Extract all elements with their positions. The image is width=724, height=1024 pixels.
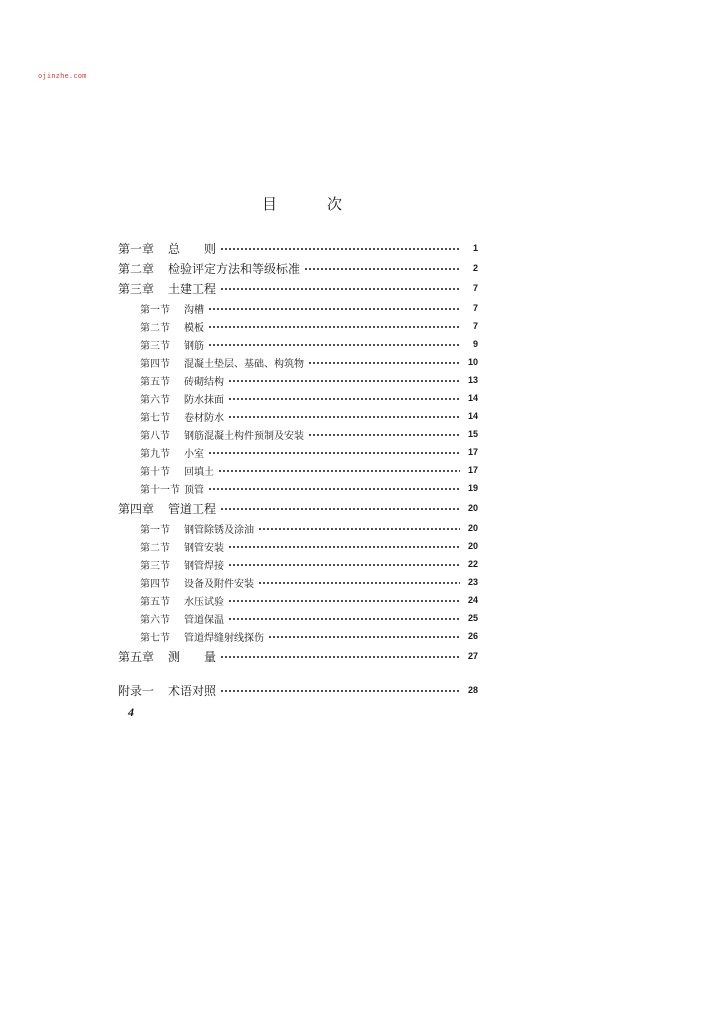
toc-entry-label <box>118 373 224 388</box>
watermark-text: ojinzhe.com <box>38 72 87 80</box>
toc-entry-label <box>118 240 216 257</box>
toc-entry-page: 19 <box>467 483 478 493</box>
toc-entry-page: 2 <box>472 263 478 273</box>
toc-entry-page: 14 <box>467 411 478 421</box>
toc-entry-number: 附录一 <box>118 683 155 698</box>
toc-entry-label <box>118 445 204 460</box>
toc-entry-title: 钢管焊接 <box>184 560 224 572</box>
toc-entry-number: 第七节 <box>140 412 170 424</box>
toc-entry-title: 钢筋混凝土构件预制及安装 <box>184 430 304 442</box>
dot-leader <box>228 564 460 566</box>
toc-chapter-entry <box>118 260 478 276</box>
dot-leader <box>220 656 460 658</box>
toc-entry-page: 23 <box>467 577 478 587</box>
toc-section-entry <box>118 318 478 334</box>
toc-section-entry <box>118 610 478 626</box>
toc-section-entry <box>118 628 478 644</box>
toc-entry-number: 第五节 <box>140 376 170 388</box>
toc-section-entry <box>118 592 478 608</box>
toc-title-char-2: 次 <box>326 195 342 213</box>
toc-entry-title: 测 量 <box>168 649 217 664</box>
toc-entry-label <box>118 611 224 626</box>
toc-entry-title: 设备及附件安装 <box>184 578 254 590</box>
toc-entry-number: 第二章 <box>118 261 155 276</box>
toc-entry-page: 28 <box>467 685 478 695</box>
dot-leader <box>208 452 460 454</box>
toc-entry-label <box>118 575 254 590</box>
toc-section-entry <box>118 408 478 424</box>
toc-entry-label <box>118 593 224 608</box>
toc-entry-title: 卷材防水 <box>184 412 224 424</box>
toc-entry-page: 7 <box>472 321 478 331</box>
toc-entry-title: 土建工程 <box>168 281 217 296</box>
toc-entry-title: 术语对照 <box>168 683 217 698</box>
toc-entry-page: 24 <box>467 595 478 605</box>
toc-entry-number: 第三章 <box>118 281 155 296</box>
toc-entry-number: 第十节 <box>140 466 170 478</box>
toc-entry-label <box>118 409 224 424</box>
toc-chapter-entry <box>118 280 478 296</box>
toc-entry-title: 沟槽 <box>184 304 204 316</box>
toc-entry-title: 顶管 <box>184 484 204 496</box>
toc-entry-number: 第一章 <box>118 241 155 256</box>
toc-entry-number: 第一节 <box>140 304 170 316</box>
toc-entry-page: 1 <box>472 243 478 253</box>
dot-leader <box>228 546 460 548</box>
toc-entry-page: 20 <box>467 503 478 513</box>
dot-leader <box>304 268 460 270</box>
dot-leader <box>208 344 460 346</box>
toc-entry-page: 14 <box>467 393 478 403</box>
toc-entry-title: 管道焊缝射线探伤 <box>184 632 264 644</box>
dot-leader <box>220 248 460 250</box>
toc-entry-title: 管道工程 <box>168 501 217 516</box>
toc-entry-page: 25 <box>467 613 478 623</box>
toc-entry-title: 砖砌结构 <box>184 376 224 388</box>
toc-entry-number: 第四节 <box>140 578 170 590</box>
toc-section-entry <box>118 336 478 352</box>
toc-entry-number: 第三节 <box>140 340 170 352</box>
toc-entry-number: 第十一节 <box>140 484 180 496</box>
toc-chapter-entry <box>118 682 478 698</box>
toc-entry-number: 第六节 <box>140 614 170 626</box>
toc-entry-page: 10 <box>467 357 478 367</box>
toc-entry-title: 钢管安装 <box>184 542 224 554</box>
toc-entry-title: 钢管除锈及涂油 <box>184 524 254 536</box>
toc-section-entry <box>118 520 478 536</box>
toc-entry-label <box>118 301 204 316</box>
toc-entry-label <box>118 629 264 644</box>
dot-leader <box>258 528 460 530</box>
toc-section-entry <box>118 462 478 478</box>
toc-entry-title: 总 则 <box>168 241 217 256</box>
toc-entry-label <box>118 391 224 406</box>
toc-entry-number: 第二节 <box>140 542 170 554</box>
toc-title-char-1: 目 <box>262 195 278 213</box>
toc-entry-label <box>118 500 216 517</box>
toc-entry-page: 17 <box>467 465 478 475</box>
dot-leader <box>258 582 460 584</box>
toc-entry-page: 22 <box>467 559 478 569</box>
toc-entry-label <box>118 682 216 699</box>
toc-entry-number: 第八节 <box>140 430 170 442</box>
toc-entry-title: 回填土 <box>184 466 214 478</box>
toc-entry-page: 7 <box>472 303 478 313</box>
dot-leader <box>228 600 460 602</box>
toc-entry-number: 第五章 <box>118 649 155 664</box>
toc-entry-page: 20 <box>467 541 478 551</box>
dot-leader <box>228 416 460 418</box>
dot-leader <box>220 288 460 290</box>
toc-entry-label <box>118 319 204 334</box>
toc-entry-page: 9 <box>472 339 478 349</box>
toc-entry-title: 检验评定方法和等级标准 <box>168 261 301 276</box>
toc-entry-title: 管道保温 <box>184 614 224 626</box>
toc-entry-number: 第四章 <box>118 501 155 516</box>
dot-leader <box>208 488 460 490</box>
toc-entry-number: 第五节 <box>140 596 170 608</box>
toc-entry-label <box>118 355 304 370</box>
dot-leader <box>228 380 460 382</box>
toc-entry-page: 17 <box>467 447 478 457</box>
toc-section-entry <box>118 426 478 442</box>
toc-section-entry <box>118 354 478 370</box>
toc-section-entry <box>118 390 478 406</box>
toc-entry-number: 第七节 <box>140 632 170 644</box>
dot-leader <box>308 434 460 436</box>
toc-section-entry <box>118 574 478 590</box>
dot-leader <box>268 636 460 638</box>
toc-entry-number: 第一节 <box>140 524 170 536</box>
toc-entry-number: 第四节 <box>140 358 170 370</box>
dot-leader <box>228 398 460 400</box>
toc-section-entry <box>118 372 478 388</box>
toc-entry-label <box>118 427 304 442</box>
toc-entry-page: 27 <box>467 651 478 661</box>
toc-title <box>262 193 342 214</box>
toc-entry-title: 水压试验 <box>184 596 224 608</box>
toc-section-entry <box>118 480 478 496</box>
toc-entry-label <box>118 557 224 572</box>
toc-entry-title: 混凝土垫层、基础、构筑物 <box>184 358 304 370</box>
toc-section-entry <box>118 300 478 316</box>
toc-entry-number: 第二节 <box>140 322 170 334</box>
toc-chapter-entry <box>118 648 478 664</box>
toc-entry-label <box>118 481 204 496</box>
toc-entry-page: 7 <box>472 283 478 293</box>
page-number: 4 <box>128 705 134 719</box>
toc-entry-label <box>118 337 204 352</box>
dot-leader <box>228 618 460 620</box>
toc-chapter-entry <box>118 500 478 516</box>
toc-section-entry <box>118 538 478 554</box>
toc-entry-label <box>118 260 300 277</box>
toc-section-entry <box>118 556 478 572</box>
dot-leader <box>208 308 460 310</box>
toc-entry-title: 模板 <box>184 322 204 334</box>
toc-chapter-entry <box>118 240 478 256</box>
dot-leader <box>208 326 460 328</box>
dot-leader <box>308 362 460 364</box>
toc-entry-page: 13 <box>467 375 478 385</box>
toc-entry-title: 防水抹面 <box>184 394 224 406</box>
toc-section-entry <box>118 444 478 460</box>
toc-entry-number: 第九节 <box>140 448 170 460</box>
toc-entry-label <box>118 280 216 297</box>
toc-entry-title: 钢筋 <box>184 340 204 352</box>
toc-entry-page: 15 <box>467 429 478 439</box>
toc-entry-label <box>118 521 254 536</box>
toc-entry-number: 第六节 <box>140 394 170 406</box>
toc-entry-title: 小室 <box>184 448 204 460</box>
toc-entry-page: 20 <box>467 523 478 533</box>
dot-leader <box>220 508 460 510</box>
toc-entry-page: 26 <box>467 631 478 641</box>
dot-leader <box>220 690 460 692</box>
toc-entry-label <box>118 539 224 554</box>
toc-entry-label <box>118 463 214 478</box>
dot-leader <box>218 470 460 472</box>
toc-entry-number: 第三节 <box>140 560 170 572</box>
toc-entry-label <box>118 648 216 665</box>
